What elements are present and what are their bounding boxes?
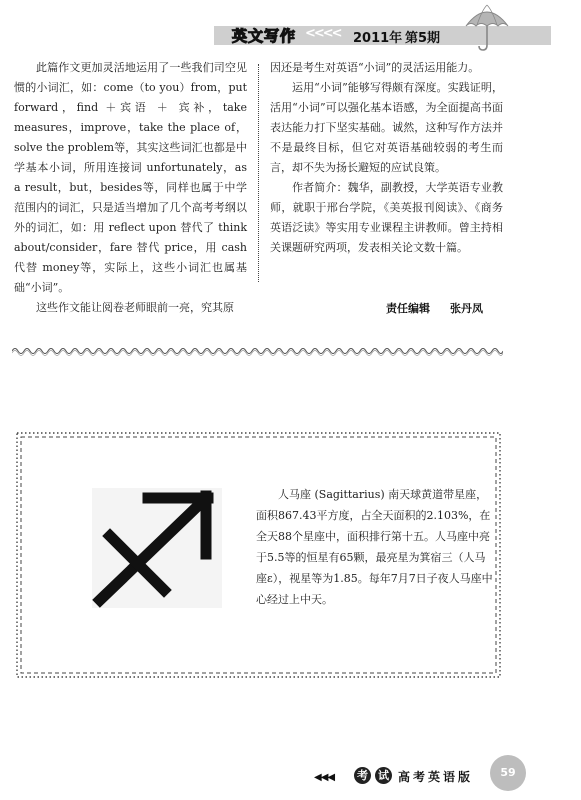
editor-credit (386, 300, 483, 316)
section-title: 英文写作 (232, 27, 297, 45)
footer-badge-test: 试 (375, 767, 392, 784)
footer-badge-exam: 考 (354, 767, 371, 784)
footer-arrows: ◀◀◀ (314, 772, 335, 783)
article-paragraph: 此篇作文更加灵活地运用了一些我们司空见惯的小词汇，如：come（to you）from，put forward，find ＋宾语 ＋ 宾补，take measures，improve，take the place of，solve the problem等，其实这些词汇也都是中学基本小词，所用连接词 unfortunately，as a result，but，besides等，同样也属于中学范围内的词汇，只是适当增加了几个高考考纲以外的词汇，如：用 reflect upon 替代了 think about/consider，fare 替代 price，用 cash 代替 money等，实际上，这些小词汇也属基础“小词”。 (14, 61, 247, 294)
issue-year: 2011年 (353, 31, 403, 46)
page-number: 59 (490, 755, 526, 791)
author-bio: 作者简介：魏华，副教授，大学英语专业教师，就职于邢台学院，《美英报刊阅读》、《商务英语泛读》等实用专业课程主讲教师。曾主持相关课题研究两项，发表相关论文数十篇。 (270, 181, 503, 254)
article-right-column (270, 58, 503, 258)
article-paragraph: 这些作文能让阅卷老师眼前一亮，究其原 (36, 301, 234, 314)
issue-number: 第5期 (405, 31, 441, 46)
footer-title: 高考英语版 (398, 770, 474, 784)
column-divider (258, 64, 259, 282)
wavy-divider (12, 345, 503, 357)
sagittarius-description (256, 484, 494, 610)
sagittarius-icon (92, 488, 222, 608)
article-left-column (14, 58, 247, 318)
sidebar-paragraph: 人马座 (Sagittarius) 南天球黄道带星座，面积867.43平方度，占全天面积的2.103%，在全天88个星座中，面积排行第十五。人马座中亮于5.5等的恒星有65颗，最亮星为箕宿三（人马座ε），视星等为1.85。每年7月7日子夜人马座中心经过上中天。 (256, 488, 493, 606)
editor-name: 张丹凤 (450, 302, 483, 315)
article-paragraph: 因还是考生对英语“小词”的灵活运用能力。 (270, 61, 480, 74)
umbrella-icon (462, 2, 512, 54)
chevron-decoration: <<<< (305, 26, 341, 41)
editor-label: 责任编辑 (386, 302, 430, 315)
sagittarius-symbol (92, 488, 222, 608)
article-paragraph: 运用“小词”能够写得颇有深度。实践证明，活用“小词”可以强化基本语感，为全面提高书面表达能力打下坚实基础。诚然，这种写作方法并不是最终目标，但它对英语基础较弱的考生而言，却不失为扬长避短的应试良策。 (270, 81, 503, 174)
